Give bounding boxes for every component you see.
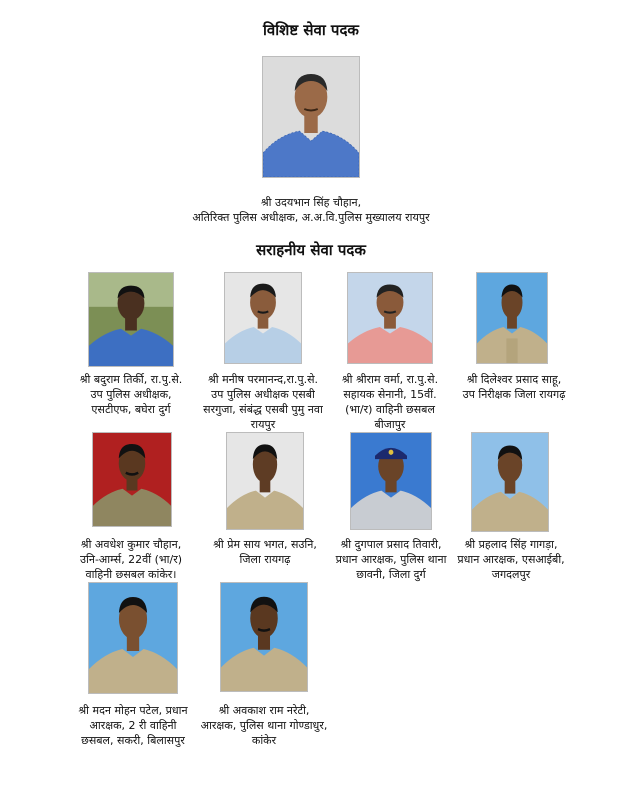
awardee-10-line-2: आरक्षक, पुलिस थाना गोण्डाधुर,	[200, 719, 328, 732]
awardee-3-line-4: बीजापुर	[374, 418, 406, 431]
awardee-8-line-1: श्री प्रहलाद सिंह गागड़ा,	[464, 538, 558, 551]
awardee-3-line-2: सहायक सेनानी, 15वीं.	[343, 388, 437, 401]
awardee-photo-5	[92, 432, 172, 527]
awardee-4-line-1: श्री दिलेश्वर प्रसाद साहू,	[466, 373, 562, 386]
awardee-caption-10	[174, 703, 354, 748]
awardee-5-line-3: वाहिनी छसबल कांकेर।	[85, 568, 177, 581]
awardee-10-line-1: श्री अवकाश राम नरेटी,	[218, 704, 310, 717]
awardee-photo-10	[220, 582, 308, 692]
awardee-7-line-1: श्री दुगपाल प्रसाद तिवारी,	[340, 538, 442, 551]
awardee-photo-1	[88, 272, 174, 367]
awardee-2-line-3: सरगुजा, संबंद्ध एसबी पुमु नवा	[203, 403, 323, 416]
awardee-photo-4	[476, 272, 548, 364]
awardee-photo-3	[347, 272, 433, 364]
awardee-8-line-3: जगदलपुर	[491, 568, 531, 581]
awardee-caption-4	[425, 372, 603, 402]
awardee-3-line-3: (भा/र) वाहिनी छसबल	[345, 403, 435, 416]
awardee-1-line-1: श्री बदुराम तिर्की, रा.पु.से.	[79, 373, 183, 386]
awardee-6-line-1: श्री प्रेम साय भगत, सउनि,	[213, 538, 317, 551]
awardee-photo-6	[226, 432, 304, 530]
meritorious-service-medal-heading: सराहनीय सेवा पदक	[256, 241, 366, 259]
awardee-2-line-4: रायपुर	[250, 418, 276, 431]
awardee-8-line-2: प्रधान आरक्षक, एसआईबी,	[457, 553, 565, 566]
awardee-5-line-1: श्री अवधेश कुमार चौहान,	[80, 538, 182, 551]
distinguished-awardee-caption	[120, 195, 502, 225]
distinguished-service-medal-heading: विशिष्ट सेवा पदक	[263, 21, 359, 39]
awardee-7-line-2: प्रधान आरक्षक, पुलिस थाना	[335, 553, 447, 566]
awardee-4-line-2: उप निरीक्षक जिला रायगढ़	[462, 388, 566, 401]
awardee-photo-7	[350, 432, 432, 530]
awardee-10-line-3: कांकेर	[251, 734, 277, 747]
awardee-9-line-1: श्री मदन मोहन पटेल, प्रधान	[78, 704, 188, 717]
distinguished-awardee-name: श्री उदयभान सिंह चौहान,	[260, 196, 362, 209]
awardee-6-line-2: जिला रायगढ़	[239, 553, 291, 566]
awardee-caption-8	[420, 537, 602, 582]
awardee-9-line-2: आरक्षक, 2 री वाहिनी	[89, 719, 177, 732]
awardee-photo-2	[224, 272, 302, 364]
awardee-2-line-2: उप पुलिस अधीक्षक एसबी	[211, 388, 315, 401]
awardee-2-line-1: श्री मनीष परमानन्द,रा.पु.से.	[207, 373, 319, 386]
awardee-photo-8	[471, 432, 549, 532]
distinguished-awardee-designation: अतिरिक्त पुलिस अधीक्षक, अ.अ.वि.पुलिस मुख्यालय रायपुर	[192, 211, 430, 224]
awardee-1-line-3: एसटीएफ, बघेरा दुर्ग	[91, 403, 171, 416]
awardee-photo-9	[88, 582, 178, 694]
awardee-9-line-3: छसबल, सकरी, बिलासपुर	[81, 734, 185, 747]
awardee-3-line-1: श्री श्रीराम वर्मा, रा.पु.से.	[341, 373, 439, 386]
awardee-7-line-3: छावनी, जिला दुर्ग	[356, 568, 426, 581]
awardee-1-line-2: उप पुलिस अधीक्षक,	[90, 388, 172, 401]
awardee-photo-distinguished	[262, 56, 360, 178]
awardee-5-line-2: उनि-आर्म्स, 22वीं (भा/र)	[79, 553, 183, 566]
